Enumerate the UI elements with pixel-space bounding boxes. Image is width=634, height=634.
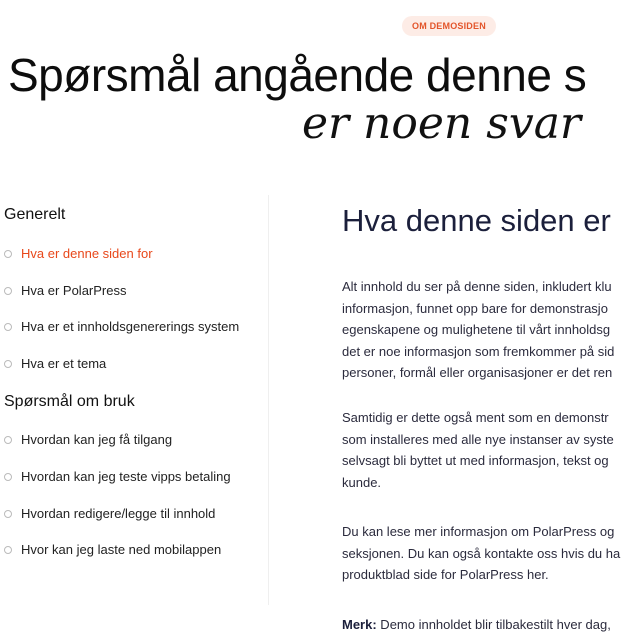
paragraph-line: det er noe informasjon som fremkommer på sid	[342, 343, 615, 359]
sidebar-item-label: Hvordan redigere/legge til innhold	[21, 506, 216, 521]
paragraph-line: seksjonen. Du kan også kontakte oss hvis du ha	[342, 545, 621, 561]
hero-title: Spørsmål angående denne s	[8, 49, 587, 101]
note-text: Demo innholdet blir tilbakestilt hver dag,	[376, 617, 611, 632]
note-label: Merk:	[342, 617, 377, 632]
paragraph-line: selvsagt bli byttet ut med informasjon, tekst og	[342, 453, 609, 468]
content-note	[342, 614, 611, 634]
bullet-icon	[4, 360, 12, 368]
sidebar-item-label: Hvordan kan jeg teste vipps betaling	[21, 469, 231, 484]
sidebar-item-label: Hvor kan jeg laste ned mobilappen	[21, 542, 222, 557]
hero-subtitle: er noen svar	[302, 98, 581, 149]
paragraph-line: Samtidig er dette også ment som en demonstr	[342, 410, 609, 425]
paragraph-line: kunde.	[342, 474, 382, 490]
sidebar-item-label: Hva er et tema	[21, 356, 107, 371]
note-line	[342, 614, 611, 634]
sidebar-group-title-generelt: Generelt	[4, 206, 66, 223]
sidebar-group-title-bruk: Spørsmål om bruk	[4, 393, 135, 410]
sidebar-item-redigere-innhold[interactable]	[4, 506, 215, 521]
content-paragraph-2	[342, 407, 614, 493]
content-title: Hva denne siden er	[342, 203, 611, 238]
paragraph-line: Du kan lese mer informasjon om PolarPress og	[342, 524, 615, 539]
content-paragraph-1	[342, 276, 614, 384]
bullet-icon	[4, 250, 12, 258]
section-badge: OM DEMOSIDEN	[402, 16, 496, 36]
sidebar-item-label: Hva er denne siden for	[21, 246, 153, 261]
sidebar-item-vipps-betaling[interactable]	[4, 469, 231, 484]
sidebar-item-hva-er-polarpress[interactable]	[4, 283, 126, 298]
paragraph-line: personer, formål eller organisasjoner er det ren	[342, 365, 613, 380]
bullet-icon	[4, 510, 12, 518]
paragraph-line: produktblad side for PolarPress her.	[342, 567, 549, 582]
sidebar-item-tilgang[interactable]	[4, 432, 172, 447]
paragraph-line: Alt innhold du ser på denne siden, inkludert klu	[342, 279, 612, 294]
sidebar-item-label: Hva er PolarPress	[21, 283, 127, 298]
paragraph-line: informasjon, funnet opp bare for demonstrasjo	[342, 300, 608, 316]
sidebar-item-label: Hva er et innholdsgenererings system	[21, 319, 240, 334]
bullet-icon	[4, 287, 12, 295]
sidebar-item-innholdsgenererings-system[interactable]	[4, 319, 239, 334]
sidebar-item-mobilappen[interactable]	[4, 542, 221, 557]
bullet-icon	[4, 436, 12, 444]
paragraph-line: som installeres med alle nye instanser av syste	[342, 431, 614, 447]
bullet-icon	[4, 323, 12, 331]
sidebar-item-hva-er-denne-siden-for[interactable]	[4, 246, 153, 261]
faq-sidebar	[0, 195, 269, 605]
content-paragraph-3	[342, 521, 620, 586]
bullet-icon	[4, 473, 12, 481]
bullet-icon	[4, 546, 12, 554]
paragraph-line: egenskapene og mulighetene til vårt innholdsg	[342, 322, 611, 337]
sidebar-item-hva-er-et-tema[interactable]	[4, 356, 106, 371]
faq-content	[342, 195, 634, 634]
sidebar-item-label: Hvordan kan jeg få tilgang	[21, 432, 173, 447]
